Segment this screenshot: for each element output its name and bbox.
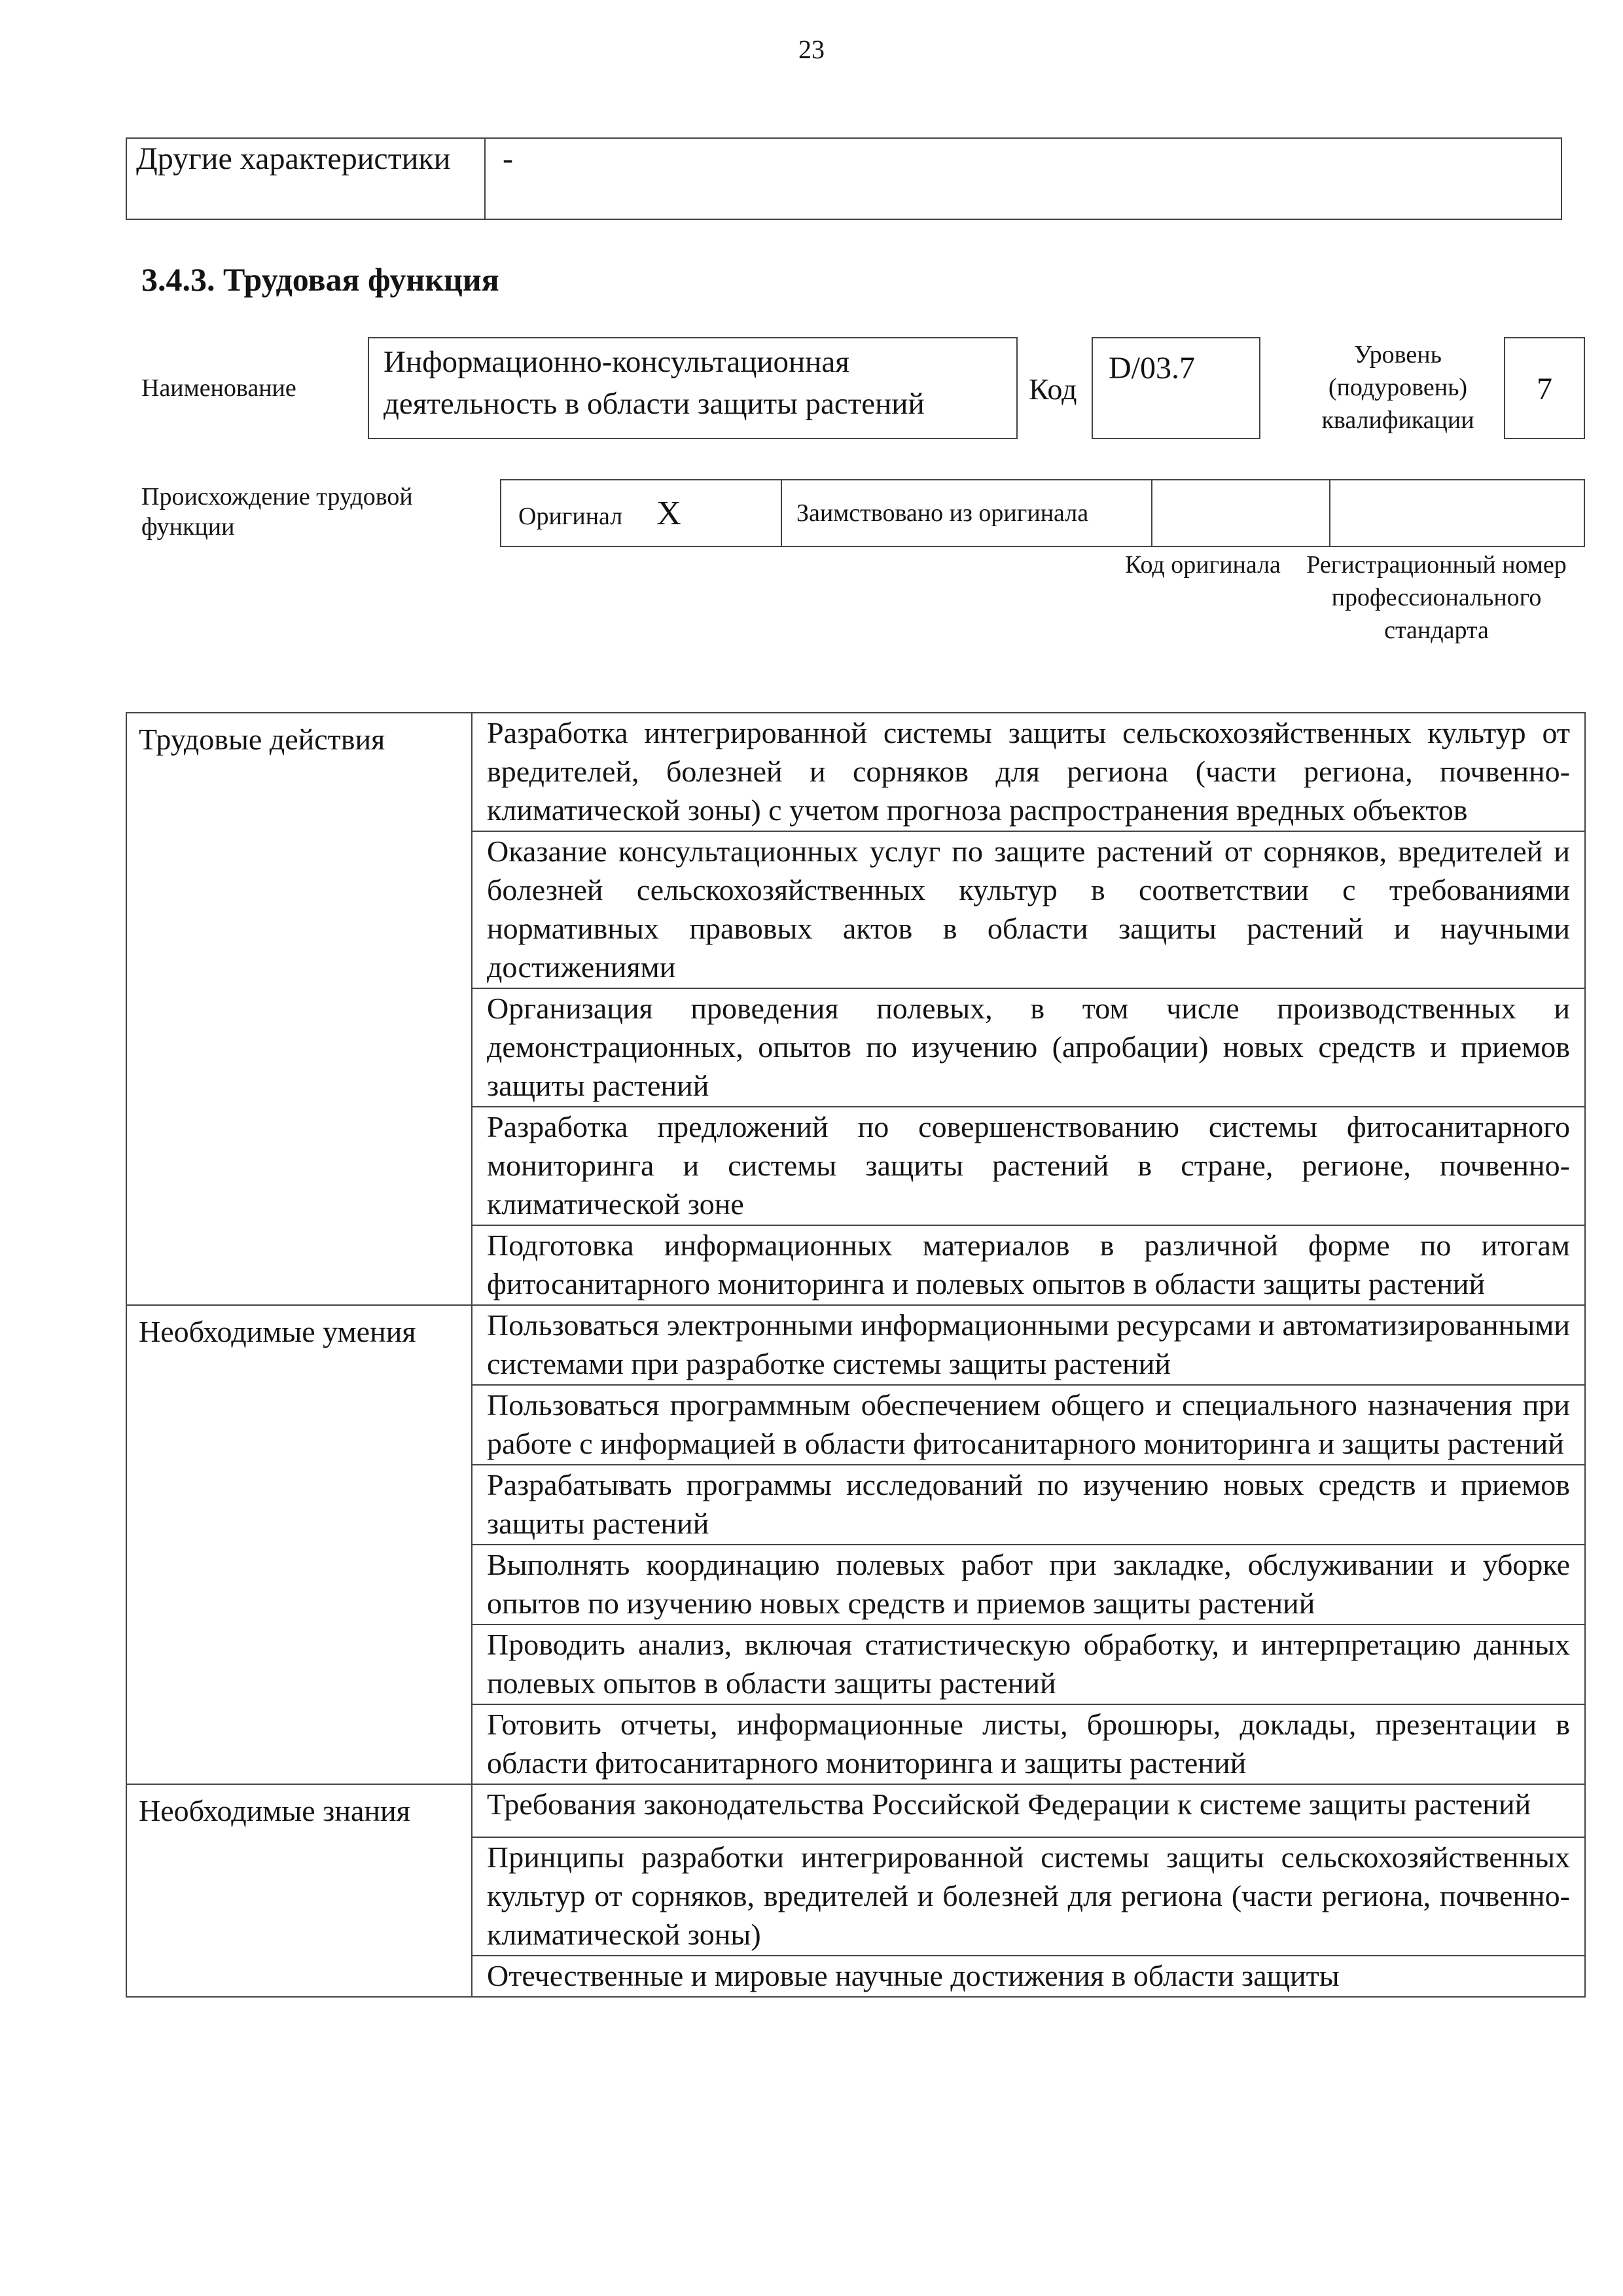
required-skills-label: Необходимые умения bbox=[126, 1305, 472, 1385]
original-code-cell bbox=[1152, 480, 1330, 547]
borrowed-label: Заимствовано из оригинала bbox=[781, 480, 1152, 547]
knowledge-item: Принципы разработки интегрированной системы защиты сельскохозяйственных культур от сорняков, вредителей и болезней для региона (части региона, почвенно-климатической зоны) bbox=[472, 1837, 1585, 1956]
original-label: Оригинал bbox=[518, 502, 623, 530]
qualification-level-field: 7 bbox=[1504, 337, 1585, 439]
registration-number-caption: Регистрационный номер профессионального стандарта bbox=[1306, 551, 1567, 644]
section-title: 3.4.3. Трудовая функция bbox=[141, 261, 499, 298]
code-field: D/03.7 bbox=[1092, 337, 1260, 439]
function-details-table bbox=[126, 712, 1586, 1998]
labor-action-item: Подготовка информационных материалов в различной форме по итогам фитосанитарного мониторинга и полевых опытов в области защиты растений bbox=[472, 1225, 1585, 1305]
skill-item: Проводить анализ, включая статистическую обработку, и интерпретацию данных полевых опытов в области защиты растений bbox=[472, 1624, 1585, 1704]
naming-label: Наименование bbox=[141, 374, 296, 402]
page-number: 23 bbox=[798, 35, 825, 64]
skill-item: Готовить отчеты, информационные листы, брошюры, доклады, презентации в области фитосанитарного мониторинга и защиты растений bbox=[472, 1704, 1585, 1784]
labor-action-item: Организация проведения полевых, в том числе производственных и демонстрационных, опытов по изучению (апробации) новых средств и приемов защиты растений bbox=[472, 988, 1585, 1107]
knowledge-item: Требования законодательства Российской Федерации к системе защиты растений bbox=[472, 1784, 1585, 1837]
qualification-level-label: Уровень (подуровень) квалификации bbox=[1321, 341, 1474, 434]
original-code-caption: Код оригинала bbox=[1125, 551, 1281, 579]
registration-number-cell bbox=[1330, 480, 1584, 547]
other-characteristics-label: Другие характеристики bbox=[126, 138, 485, 219]
skill-item: Пользоваться программным обеспечением общего и специального назначения при работе с информацией в области фитосанитарного мониторинга и защиты растений bbox=[472, 1385, 1585, 1465]
labor-action-item: Оказание консультационных услуг по защите растений от сорняков, вредителей и болезней сельскохозяйственных культур в соответствии с требованиями нормативных правовых актов в области защиты растений и научными достижениями bbox=[472, 831, 1585, 988]
skill-item: Пользоваться электронными информационными ресурсами и автоматизированными системами при разработке системы защиты растений bbox=[472, 1305, 1585, 1385]
labor-action-item: Разработка предложений по совершенствованию системы фитосанитарного мониторинга и системы защиты растений в стране, регионе, почвенно-климатической зоне bbox=[472, 1107, 1585, 1225]
original-mark: X bbox=[656, 494, 681, 532]
skill-item: Выполнять координацию полевых работ при закладке, обслуживании и уборке опытов по изучению новых средств и приемов защиты растений bbox=[472, 1545, 1585, 1624]
origin-label: Происхождение трудовой функции bbox=[141, 483, 413, 541]
labor-actions-label: Трудовые действия bbox=[126, 713, 472, 831]
labor-action-item: Разработка интегрированной системы защиты сельскохозяйственных культур от вредителей, болезней и сорняков для региона (части региона, почвенно-климатической зоны) с учетом прогноза распространения вредных объектов bbox=[472, 713, 1585, 831]
original-cell bbox=[501, 480, 781, 547]
origin-table bbox=[500, 479, 1585, 547]
code-label: Код bbox=[1029, 372, 1077, 406]
function-name-field: Информационно-консультационная деятельность в области защиты растений bbox=[368, 337, 1018, 439]
skill-item: Разрабатывать программы исследований по изучению новых средств и приемов защиты растений bbox=[472, 1465, 1585, 1545]
other-characteristics-value: - bbox=[485, 138, 1561, 219]
knowledge-item: Отечественные и мировые научные достижения в области защиты bbox=[472, 1956, 1585, 1997]
other-characteristics-table bbox=[126, 137, 1562, 220]
required-knowledge-label: Необходимые знания bbox=[126, 1784, 472, 1837]
